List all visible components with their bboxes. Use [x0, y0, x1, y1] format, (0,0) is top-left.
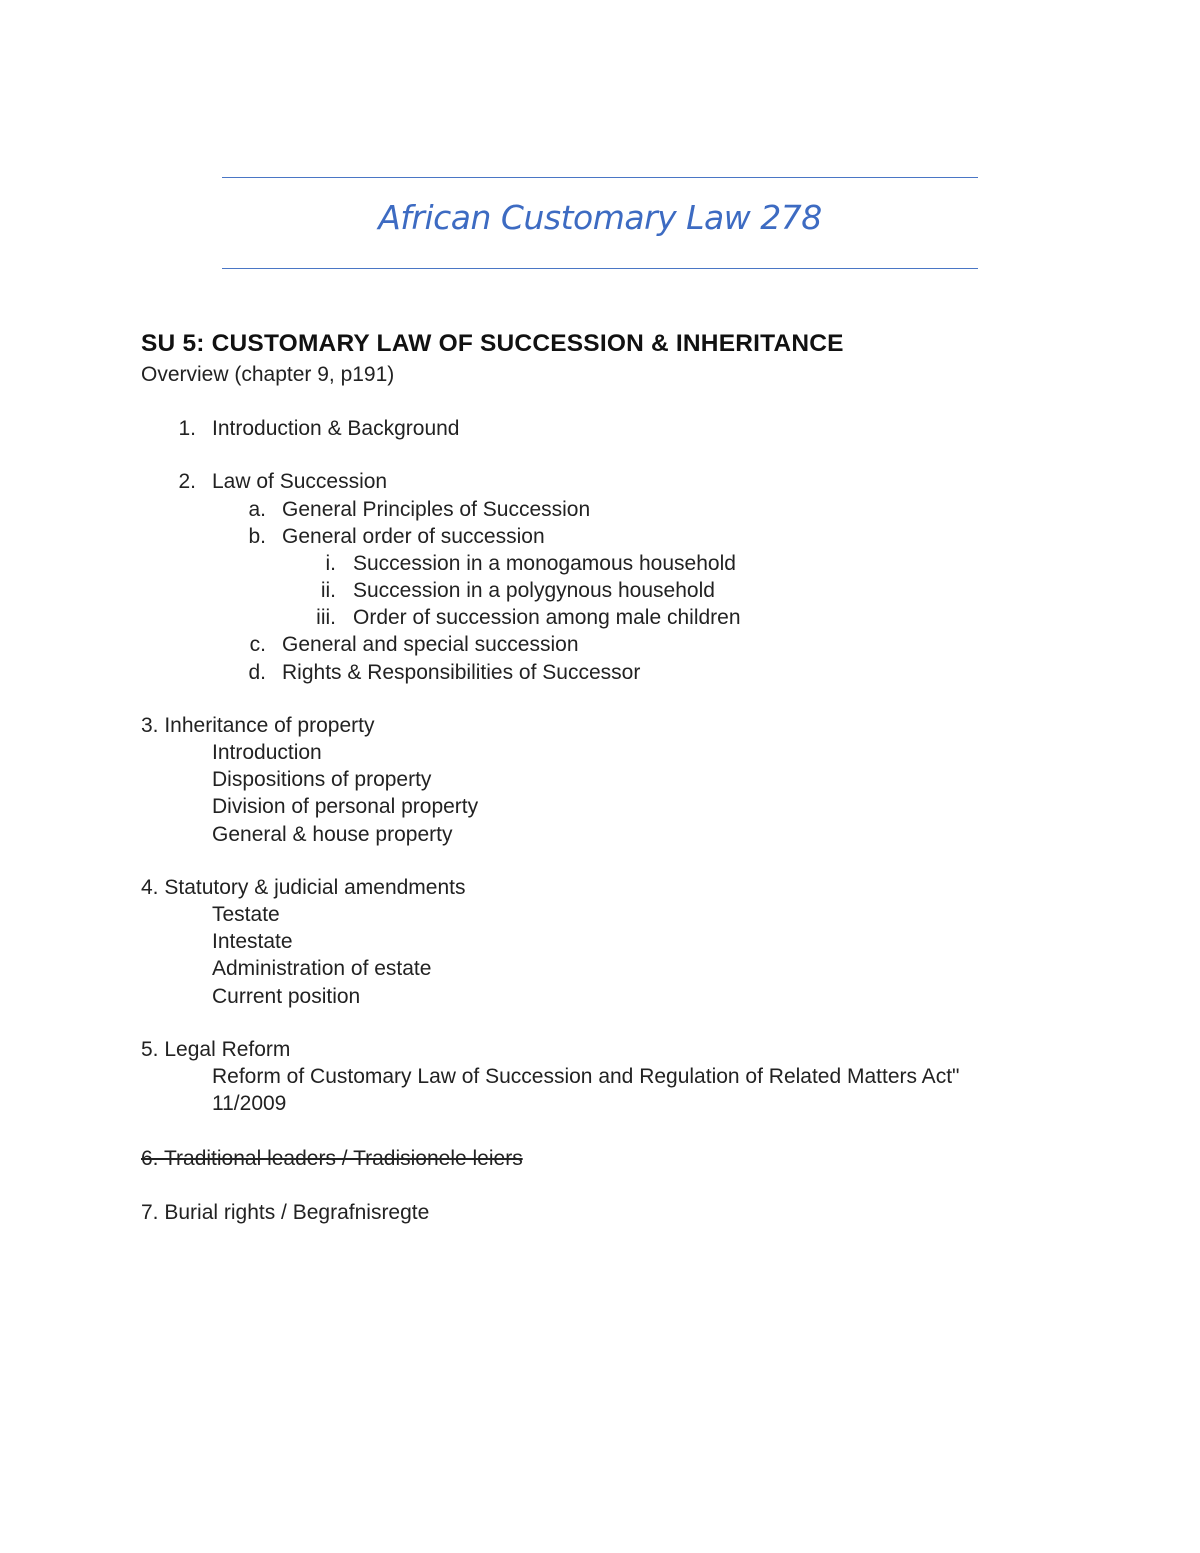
item2c-text: General and special succession [282, 633, 579, 656]
item2d-text: Rights & Responsibilities of Successor [282, 661, 641, 684]
item3-sub-introduction: Introduction [212, 741, 322, 764]
item2a-text: General Principles of Succession [282, 498, 591, 521]
document-title: African Customary Law 278 [378, 198, 822, 237]
item3-sub-division: Division of personal property [212, 795, 479, 818]
item2a-letter: a. [248, 498, 266, 521]
item4-sub-administration: Administration of estate [212, 957, 432, 980]
item2b-ii-text: Succession in a polygynous household [353, 579, 715, 602]
item5-sub-act-number: 11/2009 [212, 1092, 287, 1115]
item1-number: 1. [178, 417, 196, 440]
item2-number: 2. [178, 470, 196, 493]
item4-sub-testate: Testate [212, 903, 280, 926]
item4-sub-intestate: Intestate [212, 930, 293, 953]
item2-text: Law of Succession [212, 470, 388, 493]
item4-text: 4. Statutory & judicial amendments [141, 876, 466, 899]
item2b-ii-numeral: ii. [320, 579, 336, 602]
section-heading: SU 5: CUSTOMARY LAW OF SUCCESSION & INHERITANCE [141, 330, 844, 357]
item2b-letter: b. [248, 525, 266, 548]
item6-text-struck: 6. Traditional leaders / Tradisionele leiers [141, 1147, 523, 1170]
item5-text: 5. Legal Reform [141, 1038, 291, 1061]
item3-sub-dispositions: Dispositions of property [212, 768, 432, 791]
title-bottom-rule [222, 268, 978, 269]
item2b-iii-numeral: iii. [316, 606, 336, 629]
item3-sub-general-house: General & house property [212, 823, 453, 846]
item5-sub-reform-act: Reform of Customary Law of Succession and Regulation of Related Matters Act" [212, 1065, 960, 1088]
item2b-iii-text: Order of succession among male children [353, 606, 741, 629]
item7-text: 7. Burial rights / Begrafnisregte [141, 1201, 430, 1224]
title-top-rule [222, 177, 978, 178]
item4-sub-current-position: Current position [212, 985, 361, 1008]
overview-line: Overview (chapter 9, p191) [141, 363, 395, 386]
item2d-letter: d. [248, 661, 266, 684]
item3-text: 3. Inheritance of property [141, 714, 375, 737]
item1-text: Introduction & Background [212, 417, 460, 440]
item2b-text: General order of succession [282, 525, 545, 548]
item2b-i-numeral: i. [325, 552, 336, 575]
item2c-letter: c. [249, 633, 266, 656]
item2b-i-text: Succession in a monogamous household [353, 552, 736, 575]
